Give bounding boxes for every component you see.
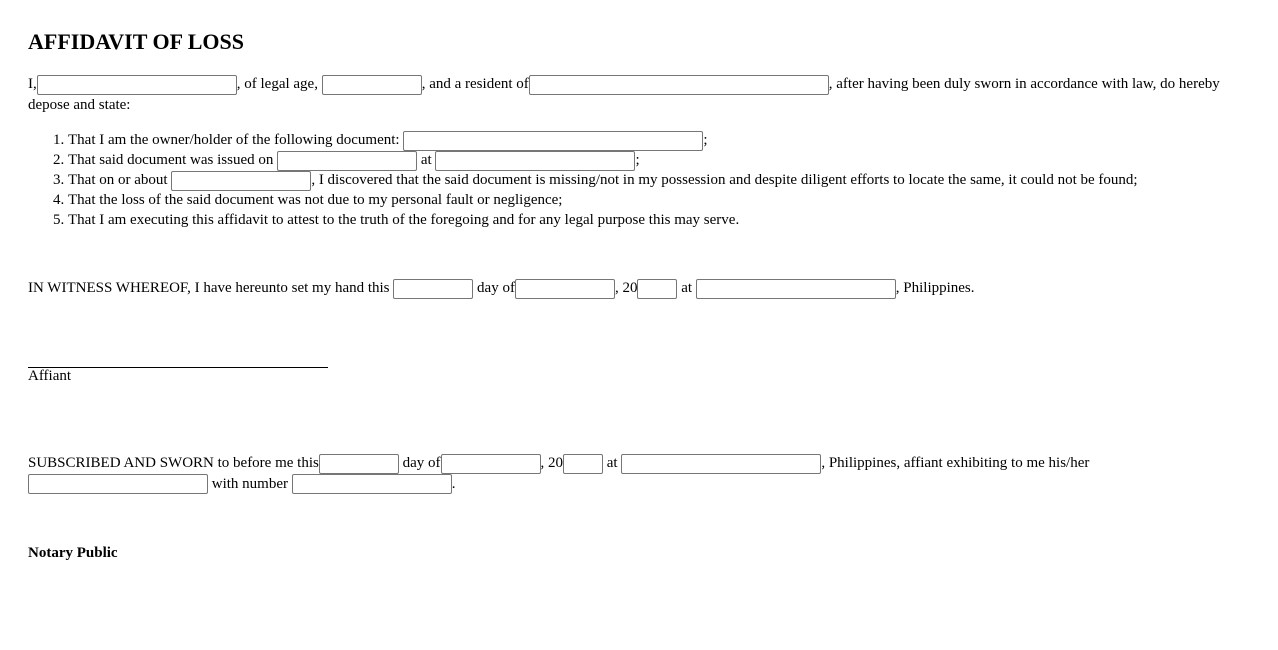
statement-item-5: 5. That I am executing this affidavit to attest to the truth of the foregoing and for any legal purpose this may serve. [68, 210, 1138, 230]
item-2-end: ; [635, 152, 640, 168]
item-2-at: at [420, 152, 432, 168]
item-3-rest: , I discovered that the said document is missing/not in my possession and despite diligent efforts to locate the same, it could not be found; [311, 172, 1138, 188]
sworn-month-input[interactable] [441, 454, 541, 474]
intro-paragraph [28, 74, 1228, 115]
item-1-end: ; [703, 132, 708, 148]
witness-text-3: , 20 [614, 280, 638, 296]
witness-year-input[interactable] [637, 279, 677, 299]
witness-text-4: at [681, 280, 693, 296]
statement-item-3 [68, 170, 1138, 190]
sworn-text-1: SUBSCRIBED AND SWORN to before me this [28, 455, 319, 471]
intro-text-1: I, [28, 76, 37, 92]
item-2-text: That said document was issued on [68, 152, 274, 168]
sworn-text-6: with number [211, 475, 288, 492]
residence-input[interactable] [529, 75, 829, 95]
loss-date-input[interactable] [171, 171, 311, 191]
statement-item-2 [68, 150, 1138, 170]
sworn-text-4: at [606, 455, 618, 471]
id-number-input[interactable] [292, 474, 452, 494]
sworn-text-3: , 20 [540, 455, 563, 471]
sworn-year-input[interactable] [563, 454, 603, 474]
affiant-signature-line [28, 367, 328, 368]
document-title: AFFIDAVIT OF LOSS [28, 29, 244, 54]
issue-place-input[interactable] [435, 151, 635, 171]
issue-date-input[interactable] [277, 151, 417, 171]
item-3-text: That on or about [68, 172, 168, 188]
witness-place-input[interactable] [696, 279, 896, 299]
statement-item-4: 4. That the loss of the said document was not due to my personal fault or negligence; [68, 190, 1138, 210]
intro-text-2: , of legal age, [236, 76, 318, 92]
witness-text-5: , Philippines. [895, 280, 975, 296]
affiant-label: Affiant [28, 368, 72, 384]
affiant-name-input[interactable] [37, 75, 237, 95]
notary-public-label: Notary Public [28, 545, 118, 561]
intro-text-3: , and a resident of [421, 76, 529, 92]
witness-text-2: day of [477, 280, 515, 296]
witness-month-input[interactable] [515, 279, 615, 299]
sworn-text-2: day of [402, 455, 441, 471]
witness-paragraph [28, 278, 975, 299]
affiant-age-input[interactable] [322, 75, 422, 95]
sworn-text-5: , Philippines, affiant exhibiting to me his/her [821, 455, 1090, 471]
sworn-paragraph [28, 453, 1228, 494]
id-type-input[interactable] [28, 474, 208, 494]
sworn-day-input[interactable] [319, 454, 399, 474]
witness-day-input[interactable] [393, 279, 473, 299]
document-name-input[interactable] [403, 131, 703, 151]
statement-item-1 [68, 130, 1138, 150]
intro-text-4: , after having been duly sworn in accordance with law, do hereby depose and state: [28, 76, 1220, 113]
sworn-place-input[interactable] [621, 454, 821, 474]
sworn-text-7: . [451, 475, 456, 492]
statement-list [28, 130, 1138, 230]
witness-text-1: IN WITNESS WHEREOF, I have hereunto set my hand this [28, 280, 390, 296]
item-1-text: That I am the owner/holder of the following document: [68, 132, 400, 148]
